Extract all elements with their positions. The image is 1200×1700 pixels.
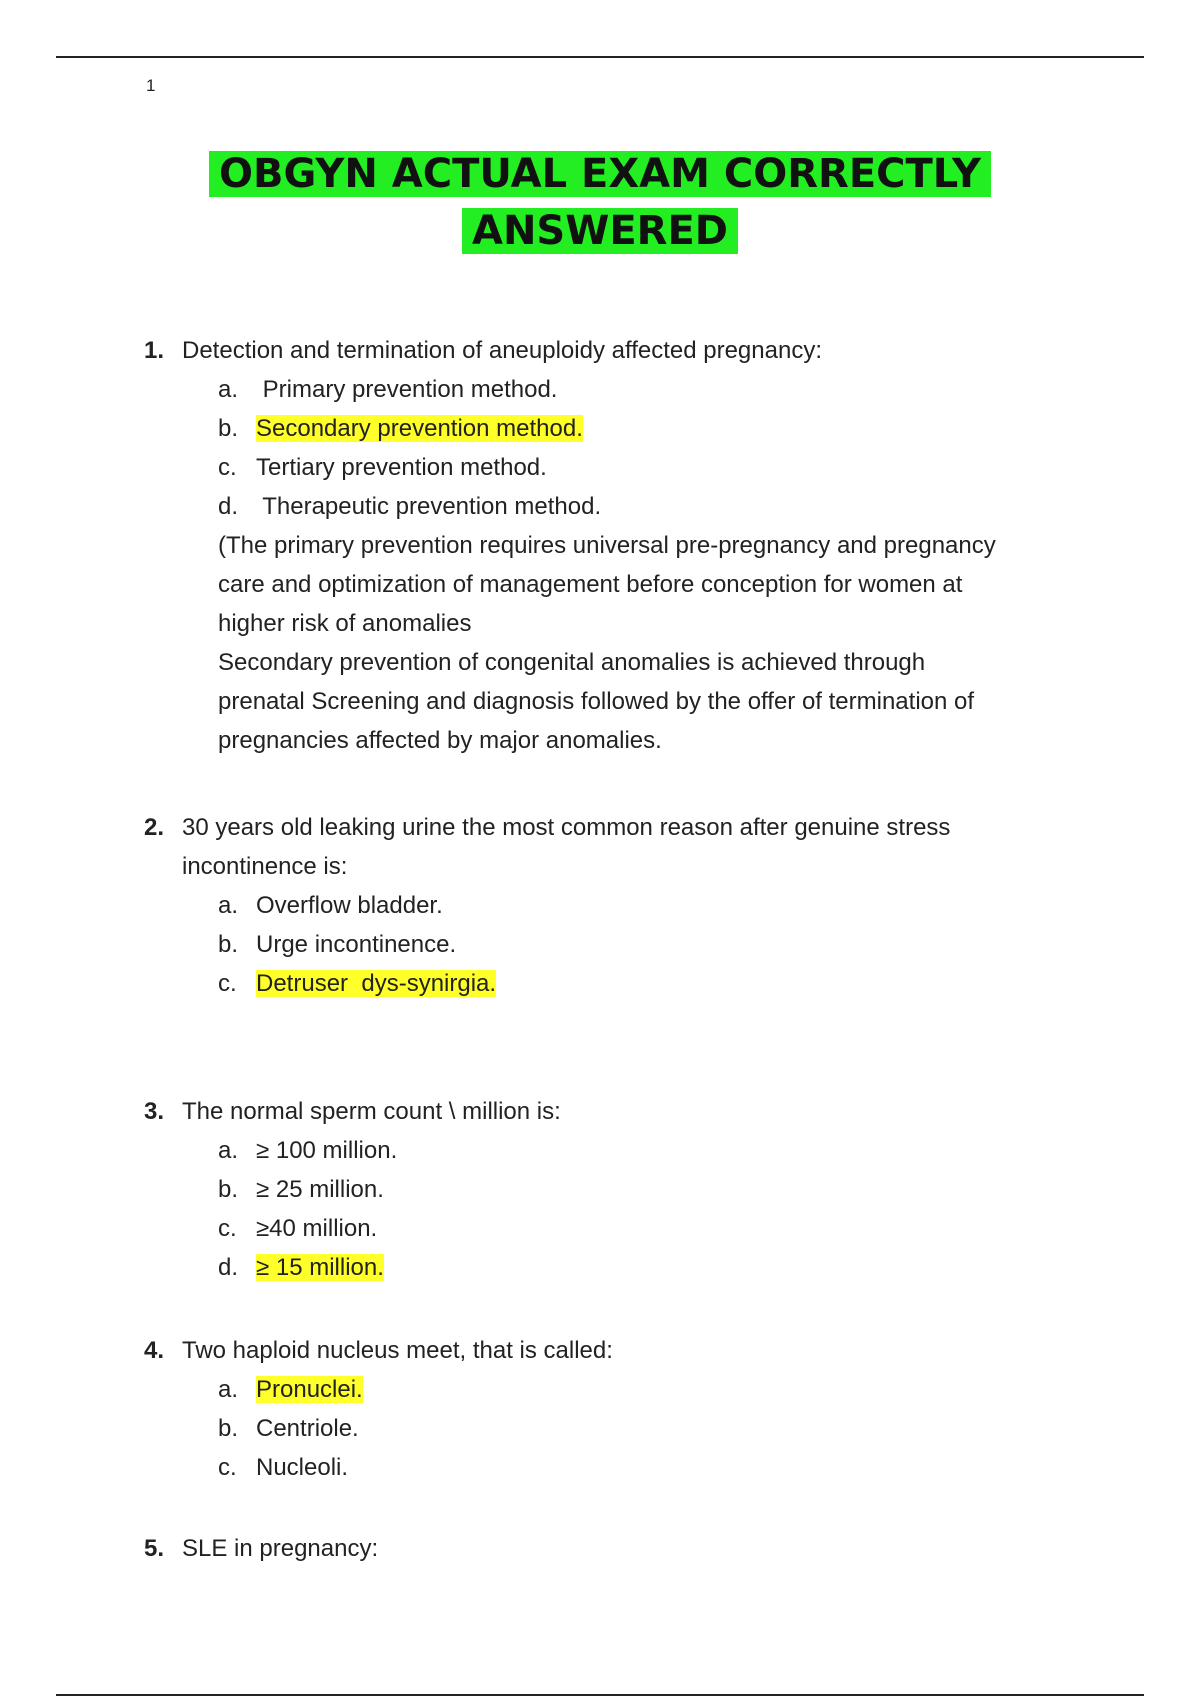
option-a: a. Overflow bladder. (218, 892, 443, 919)
option-a: a. Primary prevention method. (218, 376, 558, 403)
question-stem: SLE in pregnancy: (182, 1535, 379, 1562)
option-text: ≥ 25 million. (256, 1176, 384, 1203)
question-stem: Detection and termination of aneuploidy affected pregnancy: (182, 337, 822, 364)
question-number: 4. (144, 1337, 165, 1364)
title-line-2: ANSWERED (462, 208, 738, 254)
option-b: b. Centriole. (218, 1415, 359, 1442)
correct-answer: Secondary prevention method. (256, 415, 583, 442)
question-stem: Two haploid nucleus meet, that is called: (182, 1337, 613, 1364)
explanation-line: (The primary prevention requires universal pre-pregnancy and pregnancy (218, 532, 996, 559)
page-number: 1 (146, 76, 156, 95)
question-4 (144, 1331, 1084, 1487)
option-a: a. ≥ 100 million. (218, 1137, 398, 1164)
question-number: 5. (144, 1535, 165, 1562)
correct-answer: Detruser dys-synirgia. (256, 970, 497, 997)
question-3 (144, 1092, 1084, 1287)
question-5 (144, 1529, 1084, 1568)
title-line-1: OBGYN ACTUAL EXAM CORRECTLY (209, 151, 991, 197)
explanation-line: Secondary prevention of congenital anomalies is achieved through (218, 649, 926, 676)
option-text: ≥ 100 million. (256, 1137, 398, 1164)
header-rule (56, 56, 1144, 58)
option-text: Nucleoli. (256, 1454, 349, 1481)
option-c: c. Detruser dys-synirgia. (218, 970, 497, 997)
option-b: b. ≥ 25 million. (218, 1176, 384, 1203)
option-text: Tertiary prevention method. (256, 454, 547, 481)
option-c: c. Nucleoli. (218, 1454, 349, 1481)
option-b: b. Urge incontinence. (218, 931, 457, 958)
question-1 (144, 331, 1084, 760)
explanation-line: care and optimization of management before conception for women at (218, 571, 963, 598)
document-title (0, 146, 1200, 260)
option-text: Overflow bladder. (256, 892, 443, 919)
question-number: 2. (144, 814, 165, 841)
question-2 (144, 808, 1084, 1003)
question-number: 3. (144, 1098, 165, 1125)
option-c: c. ≥40 million. (218, 1215, 378, 1242)
option-d: d. ≥ 15 million. (218, 1254, 384, 1281)
option-c: c. Tertiary prevention method. (218, 454, 547, 481)
explanation-line: pregnancies affected by major anomalies. (218, 727, 662, 754)
footer-rule (56, 1694, 1144, 1696)
option-text: Primary prevention method. (262, 376, 558, 403)
correct-answer: Pronuclei. (256, 1376, 363, 1403)
option-text: Therapeutic prevention method. (262, 493, 602, 520)
explanation-line: higher risk of anomalies (218, 610, 472, 637)
option-text: Centriole. (256, 1415, 359, 1442)
option-text: ≥40 million. (256, 1215, 378, 1242)
option-d: d. Therapeutic prevention method. (218, 493, 602, 520)
correct-answer: ≥ 15 million. (256, 1254, 384, 1281)
question-stem: 30 years old leaking urine the most common reason after genuine stress incontinence is: (182, 814, 951, 880)
option-text: Urge incontinence. (256, 931, 457, 958)
explanation-line: prenatal Screening and diagnosis followed by the offer of termination of (218, 688, 975, 715)
option-a: a. Pronuclei. (218, 1376, 363, 1403)
question-stem: The normal sperm count \ million is: (182, 1098, 561, 1125)
explanation (218, 526, 1084, 760)
option-b: b. Secondary prevention method. (218, 415, 583, 442)
question-number: 1. (144, 337, 165, 364)
